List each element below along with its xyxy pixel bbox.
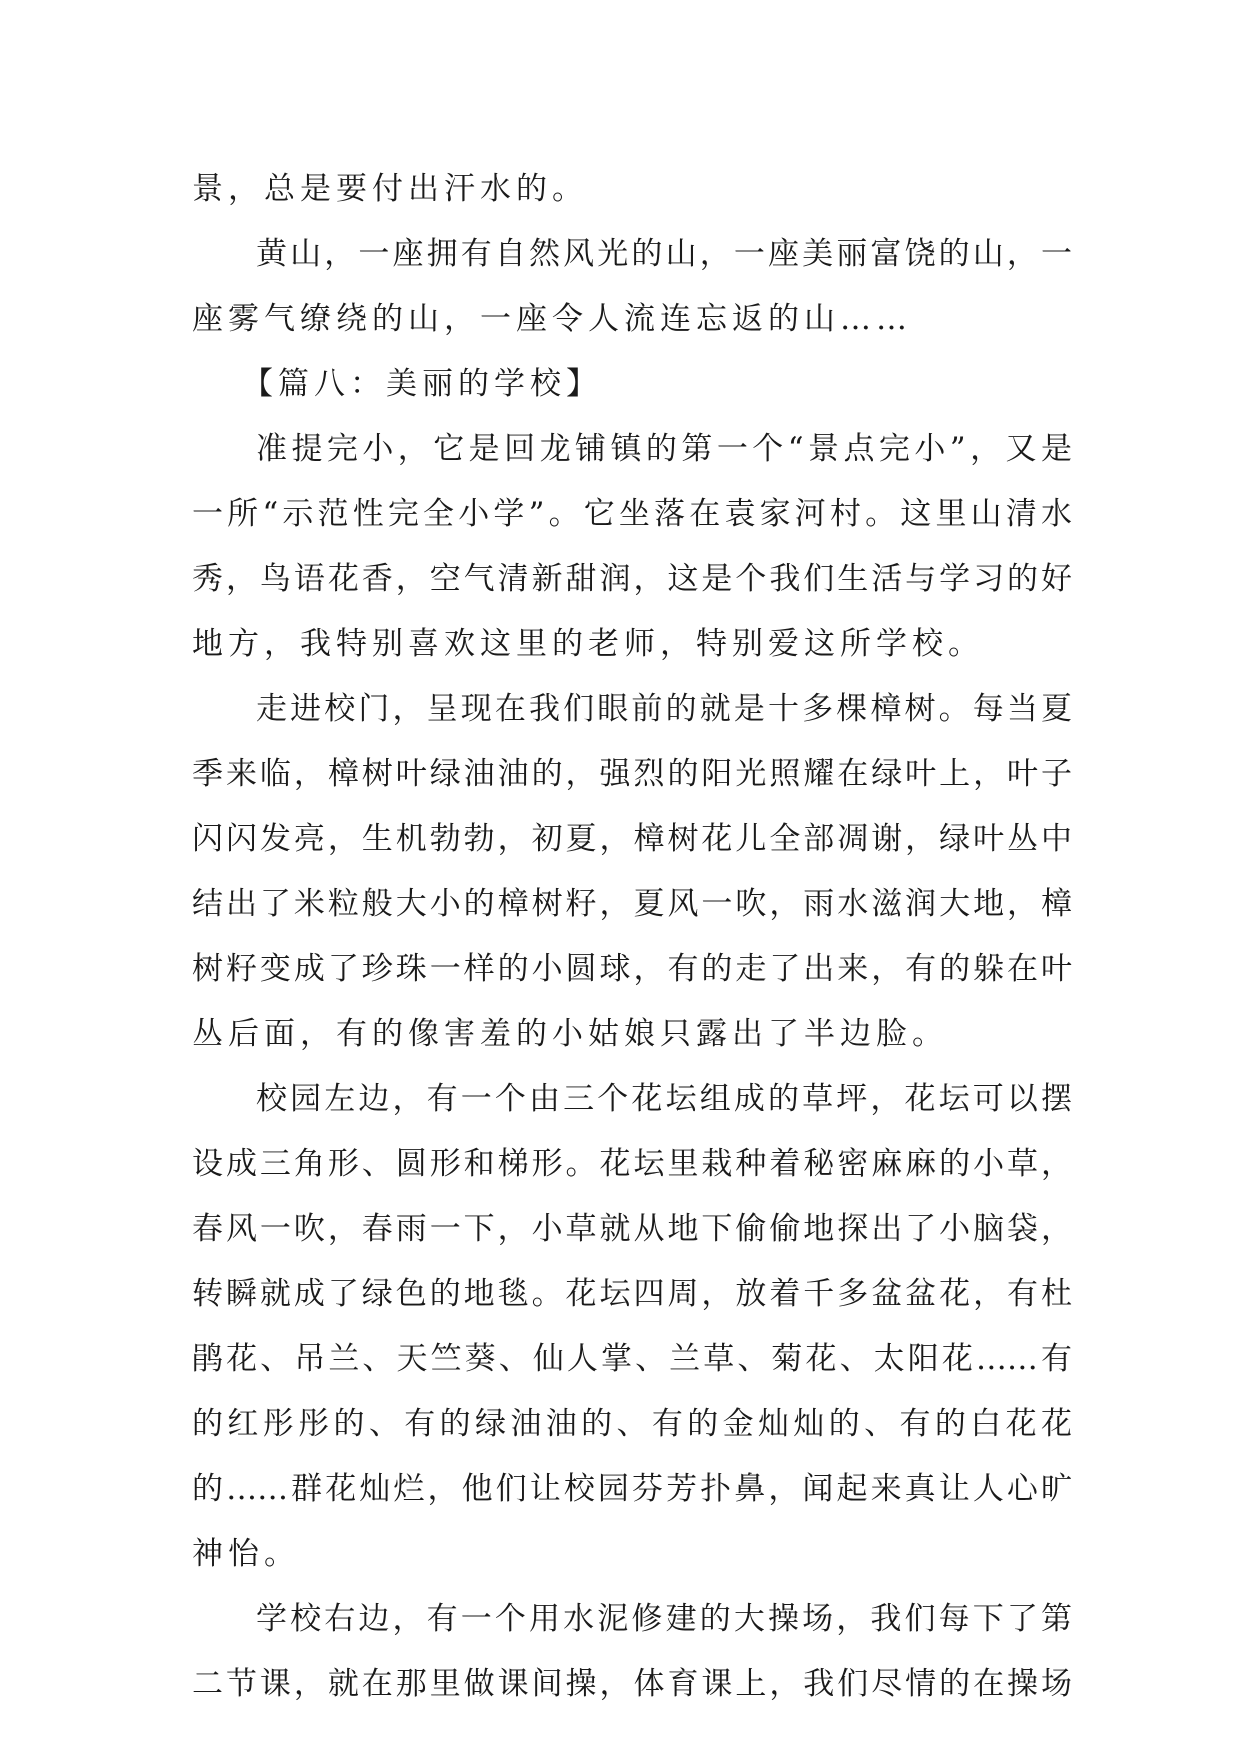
text-line: 秀，鸟语花香，空气清新甜润，这是个我们生活与学习的好 — [192, 561, 1072, 597]
text-line: 一所“示范性完全小学”。它坐落在袁家河村。这里山清水 — [192, 496, 1072, 532]
text-line: 鹃花、吊兰、天竺葵、仙人掌、兰草、菊花、太阳花……有 — [192, 1341, 1072, 1377]
text-line: 的……群花灿烂，他们让校园芬芳扑鼻，闻起来真让人心旷 — [192, 1471, 1072, 1507]
text-line: 季来临，樟树叶绿油油的，强烈的阳光照耀在绿叶上，叶子 — [192, 756, 1072, 792]
text-line: 二节课，就在那里做课间操，体育课上，我们尽情的在操场 — [192, 1666, 1072, 1702]
text-line: 春风一吹，春雨一下，小草就从地下偷偷地探出了小脑袋， — [192, 1211, 1072, 1247]
paragraph-start-line: 校园左边，有一个由三个花坛组成的草坪，花坛可以摆 — [256, 1081, 1072, 1117]
text-line: 景，总是要付出汗水的。 — [192, 171, 588, 207]
text-line: 神怡。 — [192, 1536, 300, 1572]
text-line: 的红彤彤的、有的绿油油的、有的金灿灿的、有的白花花 — [192, 1406, 1072, 1442]
text-line: 地方，我特别喜欢这里的老师，特别爱这所学校。 — [192, 626, 984, 662]
paragraph-start-line: 学校右边，有一个用水泥修建的大操场，我们每下了第 — [256, 1601, 1072, 1637]
text-line: 丛后面，有的像害羞的小姑娘只露出了半边脸。 — [192, 1016, 948, 1052]
text-line: 座雾气缭绕的山，一座令人流连忘返的山…… — [192, 301, 912, 337]
text-line: 树籽变成了珍珠一样的小圆球，有的走了出来，有的躲在叶 — [192, 951, 1072, 987]
document-body — [192, 157, 1072, 1717]
section-heading: 【篇八：美丽的学校】 — [242, 366, 602, 402]
text-line: 设成三角形、圆形和梯形。花坛里栽种着秘密麻麻的小草， — [192, 1146, 1072, 1182]
text-line: 闪闪发亮，生机勃勃，初夏，樟树花儿全部凋谢，绿叶丛中 — [192, 821, 1072, 857]
text-line: 转瞬就成了绿色的地毯。花坛四周，放着千多盆盆花，有杜 — [192, 1276, 1072, 1312]
paragraph-start-line: 准提完小，它是回龙铺镇的第一个“景点完小”，又是 — [256, 431, 1072, 467]
paragraph-start-line: 走进校门，呈现在我们眼前的就是十多棵樟树。每当夏 — [256, 691, 1072, 727]
paragraph-start-line: 黄山，一座拥有自然风光的山，一座美丽富饶的山，一 — [256, 236, 1072, 272]
text-line: 结出了米粒般大小的樟树籽，夏风一吹，雨水滋润大地，樟 — [192, 886, 1072, 922]
